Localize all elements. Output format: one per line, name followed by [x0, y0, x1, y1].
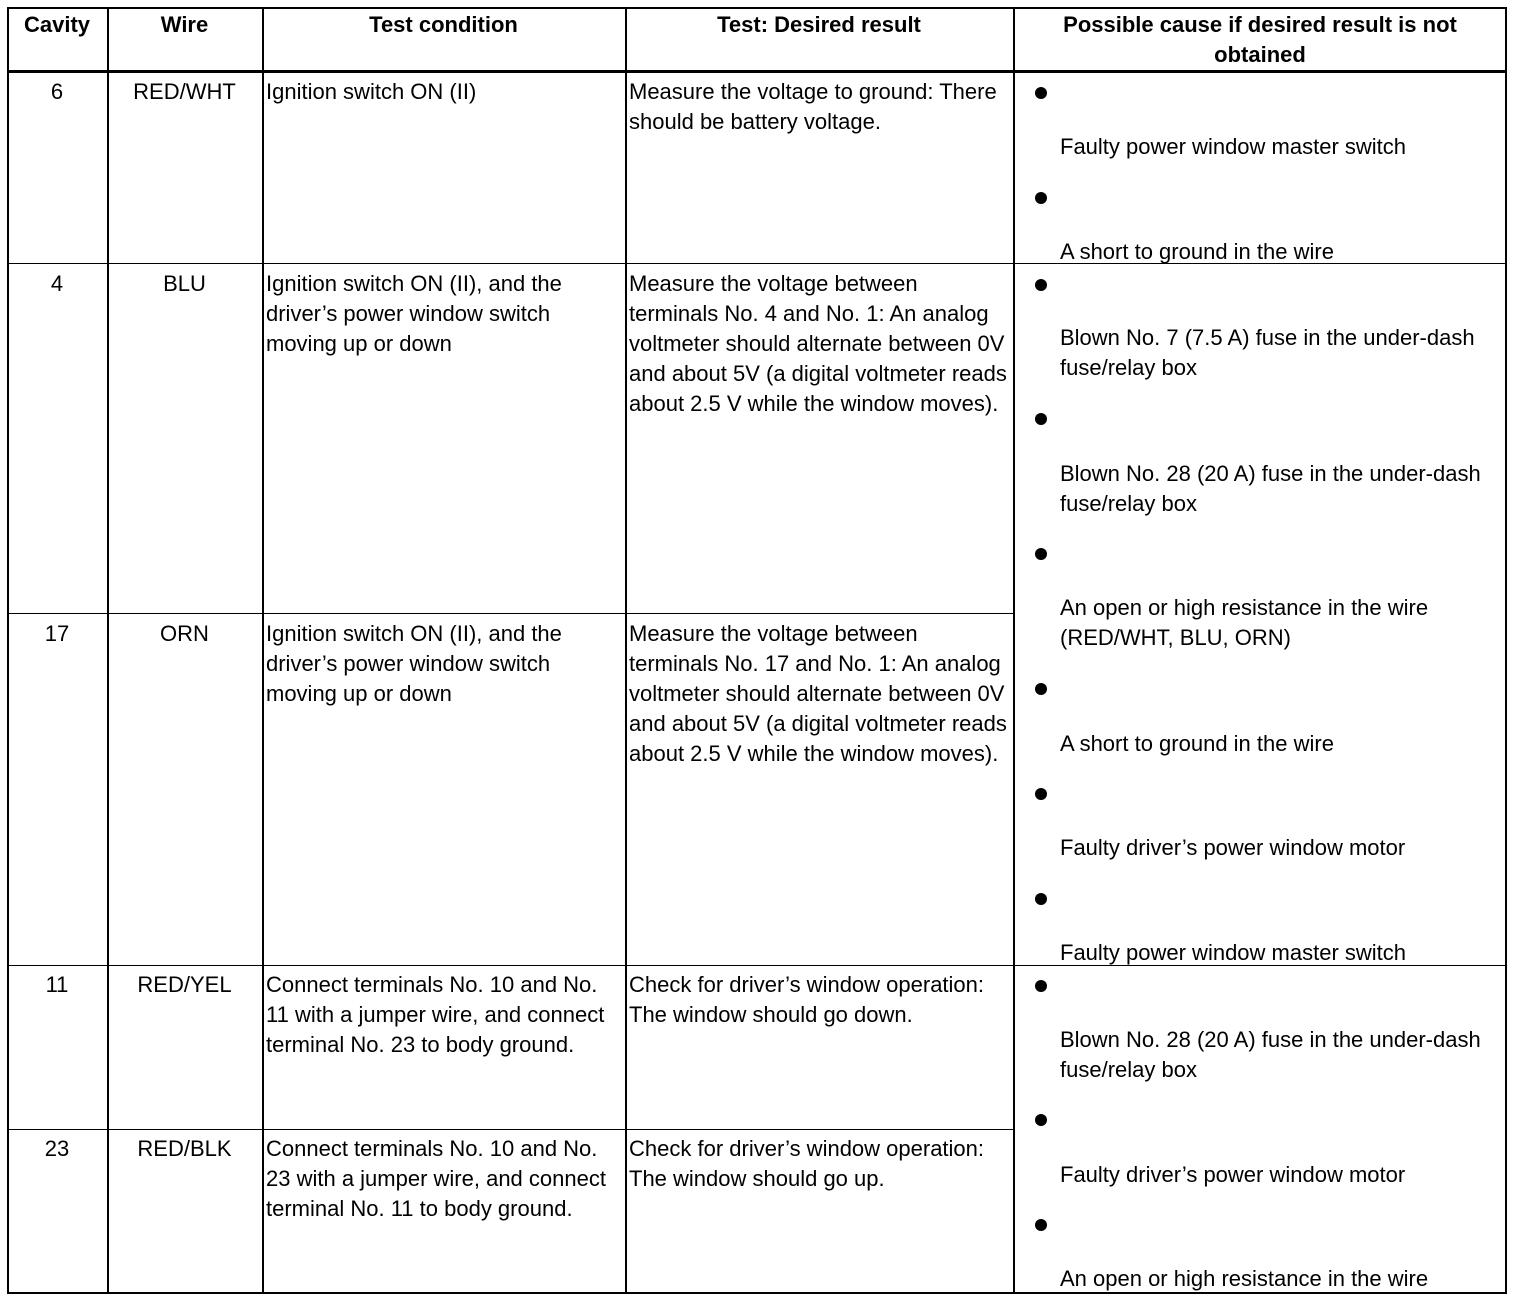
row-cavity: 11 — [45, 972, 69, 997]
column-divider — [107, 7, 109, 1294]
row-wire: RED/WHT — [133, 79, 236, 104]
row-cavity: 6 — [50, 79, 64, 104]
row-test-condition: Ignition switch ON (II), and the driver’s power window switch moving up or down — [266, 271, 562, 356]
bullet-icon — [1035, 893, 1047, 905]
table-border-top — [7, 7, 1507, 9]
column-divider — [625, 7, 627, 1294]
bullet-icon — [1035, 980, 1047, 992]
cause-item: Blown No. 7 (7.5 A) fuse in the under-dash fuse/relay box — [1060, 325, 1475, 380]
cause-item: A short to ground in the wire — [1060, 731, 1334, 756]
row-desired-result: Measure the voltage between terminals No. 17 and No. 1: An analog voltmeter should alternate between 0V and about 5V (a digital voltmeter reads about 2.5 V while the window moves). — [629, 621, 1007, 766]
row-wire: BLU — [163, 271, 206, 296]
bullet-icon — [1035, 192, 1047, 204]
header-test-condition: Test condition — [369, 12, 518, 37]
row-desired-result: Check for driver’s window operation: The window should go down. — [629, 972, 985, 1027]
row-desired-result: Measure the voltage between terminals No. 4 and No. 1: An analog voltmeter should alternate between 0V and about 5V (a digital voltmeter reads about 2.5 V while the window moves). — [629, 271, 1007, 416]
header-cavity: Cavity — [23, 12, 91, 37]
cause-item: Faulty driver’s power window motor — [1060, 1162, 1406, 1187]
bullet-icon — [1035, 683, 1047, 695]
bullet-icon — [1035, 87, 1047, 99]
row-test-condition: Connect terminals No. 10 and No. 23 with a jumper wire, and connect terminal No. 11 to body ground. — [266, 1136, 606, 1221]
cause-item: Blown No. 28 (20 A) fuse in the under-dash fuse/relay box — [1060, 1027, 1481, 1082]
header-divider — [7, 70, 1507, 73]
column-divider — [262, 7, 264, 1294]
row-desired-result: Measure the voltage to ground: There should be battery voltage. — [629, 79, 997, 134]
row-wire: RED/BLK — [137, 1136, 232, 1161]
bullet-icon — [1035, 1219, 1047, 1231]
cause-item: A short to ground in the wire — [1060, 239, 1334, 264]
bullet-icon — [1035, 548, 1047, 560]
bullet-icon — [1035, 1114, 1047, 1126]
row-test-condition: Connect terminals No. 10 and No. 11 with a jumper wire, and connect terminal No. 23 to body ground. — [266, 972, 605, 1057]
row-test-condition: Ignition switch ON (II), and the driver’s power window switch moving up or down — [266, 621, 562, 706]
cause-item: Blown No. 28 (20 A) fuse in the under-dash fuse/relay box — [1060, 461, 1481, 516]
cause-item: Faulty power window master switch — [1060, 134, 1407, 159]
column-divider — [1013, 7, 1015, 1294]
bullet-icon — [1035, 413, 1047, 425]
header-desired-result: Test: Desired result — [717, 12, 921, 37]
row-wire: RED/YEL — [137, 972, 232, 997]
cause-item: An open or high resistance in the wire (RED/WHT, BLU, ORN) — [1060, 595, 1429, 650]
table-border-left — [7, 7, 9, 1294]
row-test-condition: Ignition switch ON (II) — [266, 79, 477, 104]
bullet-icon — [1035, 788, 1047, 800]
cause-item: Faulty power window master switch — [1060, 940, 1407, 965]
cause-item: Faulty driver’s power window motor — [1060, 835, 1406, 860]
row-cavity: 23 — [44, 1136, 70, 1161]
row-desired-result: Check for driver’s window operation: The window should go up. — [629, 1136, 985, 1191]
table-border-right — [1505, 7, 1507, 1294]
row-divider — [7, 613, 1013, 614]
row-cavity: 4 — [50, 271, 64, 296]
header-wire: Wire — [160, 12, 209, 37]
cause-item: An open or high resistance in the wire — [1060, 1266, 1429, 1291]
row-divider — [7, 1129, 1013, 1130]
bullet-icon — [1035, 279, 1047, 291]
row-wire: ORN — [160, 621, 209, 646]
row-cavity: 17 — [44, 621, 70, 646]
header-possible-cause: Possible cause if desired result is not obtained — [1063, 12, 1457, 67]
